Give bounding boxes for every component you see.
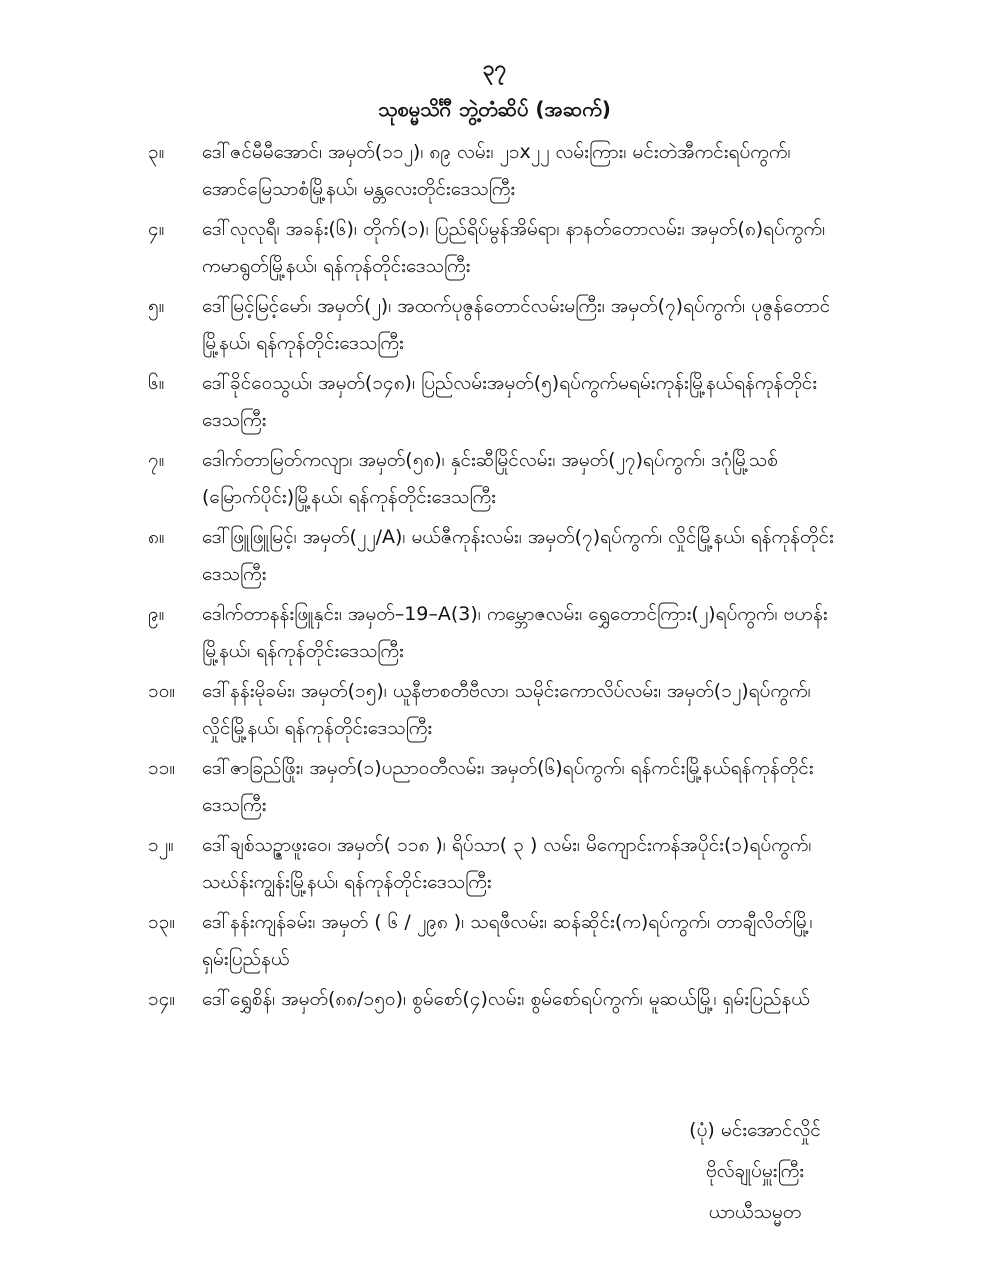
list-item-number: ၁၂။ (148, 834, 174, 856)
list-item-number: ၈။ (148, 526, 165, 548)
list-item-text (202, 981, 902, 1018)
list-item-line: ဒေါ်နန်းကျန်ခမ်း၊ အမှတ် ( ၆ / ၂၉၈ )၊ သရဖီလမ်း၊ ဆန်ဆိုင်း(က)ရပ်ကွက်၊ တာချီလိတ်မြို့၊ (202, 911, 813, 933)
list-item-number: ၆။ (148, 372, 165, 394)
list-item-line: ဒေါ်နန်းမိုခမ်း၊ အမှတ်(၁၅)၊ ယူနီဗာစတီဗီလာ၊ သမိုင်းကောလိပ်လမ်း၊ အမှတ်(၁၂)ရပ်ကွက်၊ (202, 680, 811, 702)
signatory-position: ယာယီသမ္မတ (708, 1201, 802, 1223)
list-item (0, 673, 989, 750)
list-item-number: ၁၀။ (148, 680, 176, 702)
list-item-number: ၁၃။ (148, 911, 176, 933)
list-item-line: ဒေသကြီး (202, 794, 267, 816)
list-item (0, 519, 989, 596)
list-item-line: ဒေါ်ရွှေစိန်၊ အမှတ်(၈၈/၁၅၀)၊ စွမ်စော်(၄)လမ်း၊ စွမ်စော်ရပ်ကွက်၊ မူဆယ်မြို့၊ ရှမ်းပြည်နယ် (202, 988, 810, 1010)
list-item-number: ၁၁။ (148, 757, 176, 779)
list-item (0, 827, 989, 904)
list-item-line: ဒေသကြီး (202, 563, 267, 585)
list-item (0, 981, 989, 1021)
signature-block (640, 1110, 870, 1233)
list-item-line: ရှမ်းပြည်နယ် (202, 948, 290, 970)
list-item-number: ၅။ (148, 295, 165, 317)
list-item-text (202, 904, 902, 978)
list-item-text (202, 365, 902, 439)
list-item-line: မြို့နယ်၊ ရန်ကုန်တိုင်းဒေသကြီး (202, 640, 404, 662)
list-item (0, 365, 989, 442)
list-item-number: ၃။ (148, 141, 165, 163)
list-item-text (202, 134, 902, 208)
list-item-number: ၉။ (148, 603, 165, 625)
list-item-line: အောင်မြေသာစံမြို့နယ်၊ မန္တလေးတိုင်းဒေသကြီး (202, 178, 516, 200)
list-item-text (202, 442, 902, 516)
list-item-text (202, 519, 902, 593)
list-item-line: သဃ်န်းကျွန်းမြို့နယ်၊ ရန်ကုန်တိုင်းဒေသကြီး (202, 871, 492, 893)
list-item-line: ဒေါ်ခိုင်ဝေသွယ်၊ အမှတ်(၁၄၈)၊ ပြည်လမ်းအမှတ်(၅)ရပ်ကွက်မရမ်းကုန်းမြို့နယ်ရန်ကုန်တိုင်း (202, 372, 818, 394)
list-item-number: ၁၄။ (148, 988, 176, 1010)
document-title: သုစမ္မသိင်္ဂီ ဘွဲ့တံဆိပ် (အဆက်) (378, 97, 611, 121)
list-item-text (202, 596, 902, 670)
list-item (0, 750, 989, 827)
page-number: ၃၇ (482, 56, 507, 80)
list-item-text (202, 673, 902, 747)
list-item-line: ဒေါက်တာနန်းဖြူနှင်း၊ အမှတ်–19–A(3)၊ ကမ္ဘောဇလမ်း၊ ရွှေတောင်ကြား(၂)ရပ်ကွက်၊ ဗဟန်း (202, 603, 828, 625)
list-item (0, 211, 989, 288)
recipient-list (0, 134, 989, 1021)
list-item-line: ကမာရွတ်မြို့နယ်၊ ရန်ကုန်တိုင်းဒေသကြီး (202, 255, 471, 277)
list-item (0, 904, 989, 981)
signatory-name: (ပုံ) မင်းအောင်လှိုင် (689, 1119, 821, 1141)
list-item (0, 288, 989, 365)
list-item (0, 596, 989, 673)
list-item-text (202, 211, 902, 285)
list-item-line: (မြောက်ပိုင်း)မြို့နယ်၊ ရန်ကုန်တိုင်းဒေသကြီး (202, 486, 496, 508)
signatory-rank: ဗိုလ်ချုပ်မှူးကြီး (705, 1160, 805, 1182)
list-item-text (202, 827, 902, 901)
list-item-line: ဒေါ်မြင့်မြင့်မော်၊ အမှတ်(၂)၊ အထက်ပုဇွန်တောင်လမ်းမကြီး၊ အမှတ်(၇)ရပ်ကွက်၊ ပုဇွန်တောင် (202, 295, 831, 317)
list-item-text (202, 288, 902, 362)
list-item-line: ဒေါက်တာမြတ်ကလျာ၊ အမှတ်(၅၈)၊ နှင်းဆီမြိုင်လမ်း၊ အမှတ်(၂၇)ရပ်ကွက်၊ ဒဂုံမြို့သစ် (202, 449, 778, 471)
list-item (0, 134, 989, 211)
list-item-number: ၇။ (148, 449, 165, 471)
list-item-line: ဒေါ်ချစ်သဉ္ဇာဖူးဝေ၊ အမှတ်( ၁၁၈ )၊ ရိပ်သာ( ၃ ) လမ်း၊ မိကျောင်းကန်အပိုင်း(၁)ရပ်ကွက်၊ (202, 834, 812, 856)
list-item-line: လှိုင်မြို့နယ်၊ ရန်ကုန်တိုင်းဒေသကြီး (202, 717, 433, 739)
list-item-number: ၄။ (148, 218, 165, 240)
list-item-text (202, 750, 902, 824)
list-item-line: ဒေါ်လုလုရီ၊ အခန်း(၆)၊ တိုက်(၁)၊ ပြည်ရိပ်မွန်အိမ်ရာ၊ နာနတ်တောလမ်း၊ အမှတ်(၈)ရပ်ကွက်၊ (202, 218, 826, 240)
list-item-line: မြို့နယ်၊ ရန်ကုန်တိုင်းဒေသကြီး (202, 332, 404, 354)
list-item-line: ဒေါ်ဇာခြည်ဖြိုး၊ အမှတ်(၁)ပညာဝတီလမ်း၊ အမှတ်(၆)ရပ်ကွက်၊ ရန်ကင်းမြို့နယ်ရန်ကုန်တိုင်း (202, 757, 814, 779)
list-item (0, 442, 989, 519)
list-item-line: ဒေသကြီး (202, 409, 267, 431)
list-item-line: ဒေါ်ဇင်မီမီအောင်၊ အမှတ်(၁၁၂)၊ ၈၉ လမ်း၊ ၂၁x၂၂ လမ်းကြား၊ မင်းတဲအီကင်းရပ်ကွက်၊ (202, 141, 791, 163)
list-item-line: ဒေါ်ဖြူဖြူမြင့်၊ အမှတ်(၂၂/A)၊ မယ်ဇီကုန်းလမ်း၊ အမှတ်(၇)ရပ်ကွက်၊ လှိုင်မြို့နယ်၊ ရန်ကုန်တိုင်း (202, 526, 834, 548)
